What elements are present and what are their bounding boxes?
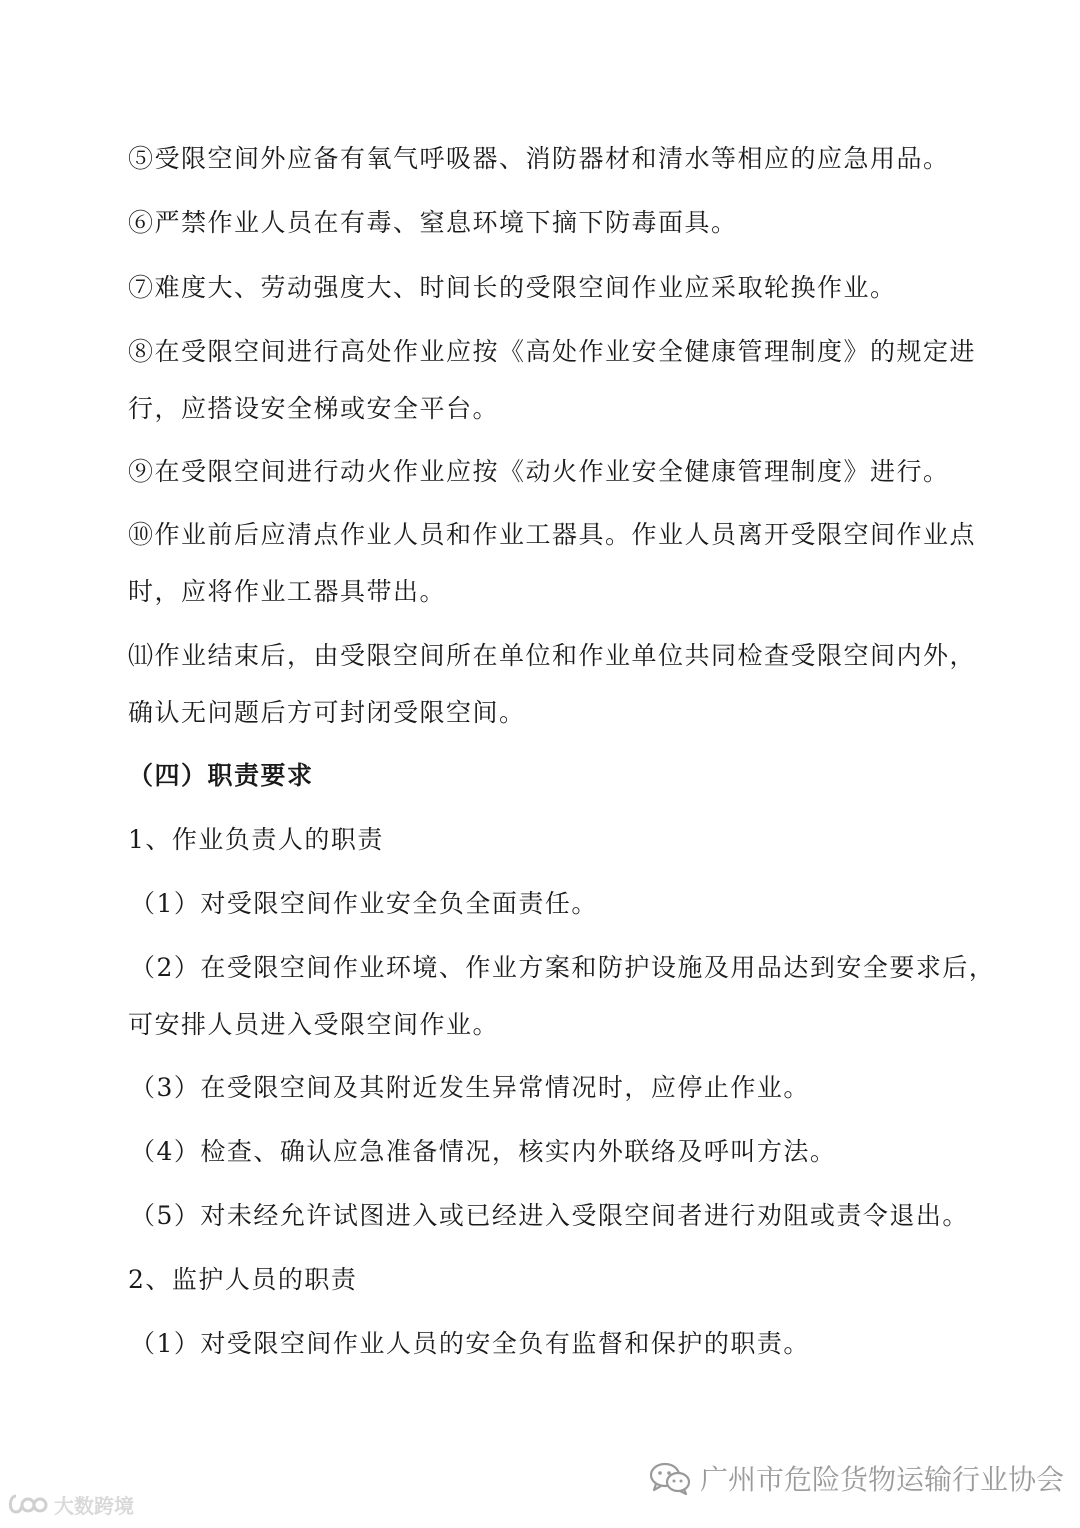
watermark-text: 广州市危险货物运输行业协会 (700, 1463, 1065, 1496)
paragraph-line: ⑦难度大、劳动强度大、时间长的受限空间作业应采取轮换作业。 (128, 273, 897, 302)
paragraph-line: ⑥严禁作业人员在有毒、窒息环境下摘下防毒面具。 (128, 208, 738, 237)
paragraph-line: 时，应将作业工器具带出。 (128, 577, 447, 606)
corner-logo (6, 1490, 134, 1519)
watermark (648, 1458, 1064, 1498)
paragraph-line: （3）在受限空间及其附近发生异常情况时，应停止作业。 (130, 1073, 810, 1102)
paragraph-line: ⑾作业结束后，由受限空间所在单位和作业单位共同检查受限空间内外， (128, 641, 977, 670)
paragraph-line: （5）对未经允许试图进入或已经进入受限空间者进行劝阻或责令退出。 (130, 1201, 969, 1230)
paragraph-line: （4）检查、确认应急准备情况，核实内外联络及呼叫方法。 (130, 1137, 837, 1166)
paragraph-line: ⑨在受限空间进行动火作业应按《动火作业安全健康管理制度》进行。 (128, 457, 950, 486)
paragraph-line: ⑧在受限空间进行高处作业应按《高处作业安全健康管理制度》的规定进 (128, 337, 977, 366)
paragraph-line: ⑩作业前后应清点作业人员和作业工器具。作业人员离开受限空间作业点 (128, 520, 977, 549)
logo-mark-icon (6, 1492, 48, 1518)
paragraph-line: 可安排人员进入受限空间作业。 (128, 1010, 500, 1039)
paragraph-line: ⑤受限空间外应备有氧气呼吸器、消防器材和清水等相应的应急用品。 (128, 144, 950, 173)
paragraph-line: 确认无问题后方可封闭受限空间。 (128, 698, 526, 727)
corner-logo-text: 大数跨境 (54, 1494, 134, 1518)
paragraph-line: 行，应搭设安全梯或安全平台。 (128, 394, 500, 423)
paragraph-line: （2）在受限空间作业环境、作业方案和防护设施及用品达到安全要求后， (130, 953, 996, 982)
wechat-icon (648, 1460, 692, 1496)
paragraph-line: （1）对受限空间作业人员的安全负有监督和保护的职责。 (130, 1329, 810, 1358)
section-heading: （四）职责要求 (128, 761, 314, 790)
subsection-title: 2、监护人员的职责 (128, 1265, 358, 1294)
paragraph-line: （1）对受限空间作业安全负全面责任。 (130, 889, 598, 918)
subsection-title: 1、作业负责人的职责 (128, 825, 384, 854)
